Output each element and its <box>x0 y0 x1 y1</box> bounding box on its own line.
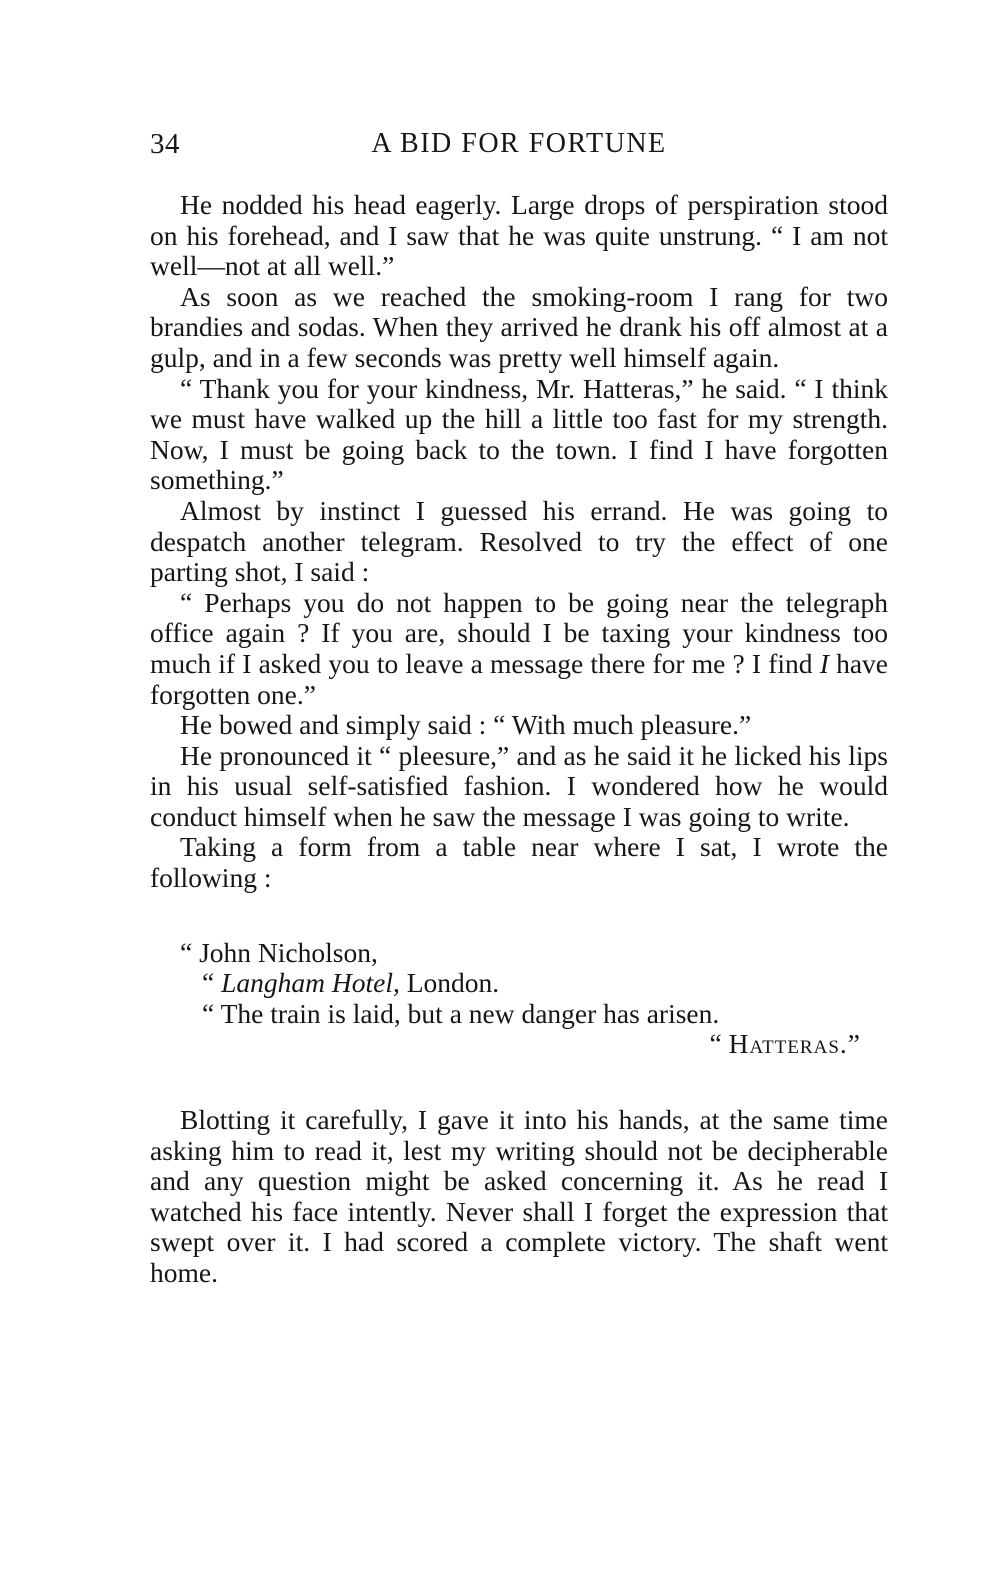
italic-pronoun: I <box>819 647 829 679</box>
paragraph: He bowed and simply said : “ With much pleasure.” <box>180 709 752 741</box>
page-header <box>150 128 888 168</box>
paragraph: Almost by instinct I guessed his errand. He was going to despatch another telegram. Resolved to try the effect of one parting shot, I said : <box>150 494 888 588</box>
telegram-signature: “ Hatteras.” <box>709 1028 860 1060</box>
telegram-body: “ The train is laid, but a new danger has arisen. <box>202 997 720 1029</box>
paragraph <box>150 588 888 710</box>
spacer <box>150 1060 888 1105</box>
page-number: 34 <box>150 128 180 160</box>
hotel-name: Langham Hotel, <box>221 967 400 999</box>
paragraph: He nodded his head eagerly. Large drops of perspiration stood on his forehead, and I saw that he was quite unstrung. “ I am not well—not at all well.” <box>150 189 888 282</box>
telegram-message <box>150 938 888 1060</box>
signature-name: Hatteras. <box>728 1028 848 1060</box>
telegram-addressee: “ John Nicholson, <box>180 936 378 968</box>
closing-paragraph: Blotting it carefully, I gave it into his hands, at the same time asking him to read it, lest my writing should not be decipherable and any question might be asked concerning it. As he read I watched his face intently. Never shall I forget the expression that swept over it. I had scored a complete victory. The shaft went home. <box>150 1104 888 1288</box>
paragraph: He pronounced it “ pleesure,” and as he said it he licked his lips in his usual self-satisfied fashion. I wondered how he would conduct himself when he saw the message I was going to write. <box>150 739 888 832</box>
telegram-address: “ Langham Hotel, London. <box>202 967 500 999</box>
paragraph-text: “ Perhaps you do not happen to be going near the telegraph office again ? If you are, should I be taxing your kindness too much if I asked you to leave a message there for me ? I find <box>150 586 888 679</box>
body-text <box>150 190 888 1289</box>
paragraph-text-tail: have forgotten one.” <box>150 647 889 710</box>
paragraph: As soon as we reached the smoking-room I rang for two brandies and sodas. When they arrived he drank his off almost at a gulp, and in a few seconds was pretty well himself again. <box>150 280 888 373</box>
paragraph: Taking a form from a table near where I sat, I wrote the following : <box>150 831 888 894</box>
spacer <box>150 894 888 938</box>
running-title: A BID FOR FORTUNE <box>371 128 667 159</box>
paragraph: “ Thank you for your kindness, Mr. Hatteras,” he said. “ I think we must have walked up the hill a little too fast for my strength. Now, I must be going back to the town. I find I have forgotten something.” <box>150 372 888 496</box>
